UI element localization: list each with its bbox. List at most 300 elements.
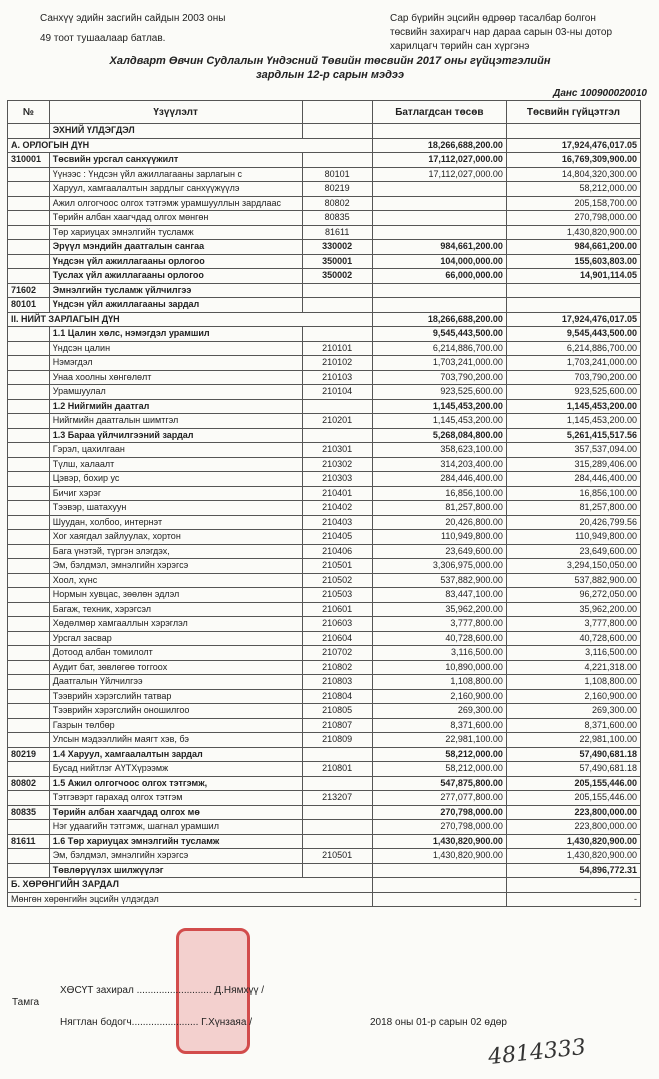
col-header-actual: Төсвийн гүйцэтгэл xyxy=(506,101,640,124)
row-number xyxy=(8,602,50,617)
row-code xyxy=(302,399,372,414)
row-code: 210807 xyxy=(302,718,372,733)
row-approved: 17,112,027,000.00 xyxy=(372,153,506,168)
table-row xyxy=(8,124,641,139)
row-number xyxy=(8,240,50,255)
row-approved: 1,703,241,000.00 xyxy=(372,356,506,371)
row-number xyxy=(8,124,50,139)
row-actual: 9,545,443,500.00 xyxy=(506,327,640,342)
row-approved: 23,649,600.00 xyxy=(372,544,506,559)
row-code: 210804 xyxy=(302,689,372,704)
row-number xyxy=(8,631,50,646)
row-label: Хөдөлмөр хамгааллын хэрэглэл xyxy=(49,617,302,632)
row-actual: 20,426,799.56 xyxy=(506,515,640,530)
table-row xyxy=(8,283,641,298)
row-label: Бусад нийтлэг АҮТХүрээмж xyxy=(49,762,302,777)
table-row xyxy=(8,414,641,429)
row-approved: 35,962,200.00 xyxy=(372,602,506,617)
table-row xyxy=(8,472,641,487)
row-approved: 16,856,100.00 xyxy=(372,486,506,501)
table-row xyxy=(8,457,641,472)
row-code: 210405 xyxy=(302,530,372,545)
table-row xyxy=(8,820,641,835)
row-actual xyxy=(506,298,640,313)
row-label: Төсвийн урсгал санхүүжилт xyxy=(49,153,302,168)
row-section-label: Б. ХӨРӨНГИЙН ЗАРДАЛ xyxy=(8,878,373,893)
row-label: Урамшуулал xyxy=(49,385,302,400)
row-approved: 284,446,400.00 xyxy=(372,472,506,487)
row-actual: 16,856,100.00 xyxy=(506,486,640,501)
row-code: 210406 xyxy=(302,544,372,559)
row-approved: 9,545,443,500.00 xyxy=(372,327,506,342)
row-approved xyxy=(372,225,506,240)
row-number: 80219 xyxy=(8,747,50,762)
row-code xyxy=(302,283,372,298)
row-label: Хог хаягдал зайлуулах, хортон xyxy=(49,530,302,545)
row-code: 210303 xyxy=(302,472,372,487)
row-label: Цэвэр, бохир ус xyxy=(49,472,302,487)
row-number xyxy=(8,443,50,458)
row-number xyxy=(8,486,50,501)
row-label: Тээврийн хэрэгслийн оношилгоо xyxy=(49,704,302,719)
row-label: Тэтгэвэрт гарахад олгох тэтгэм xyxy=(49,791,302,806)
row-actual xyxy=(506,283,640,298)
row-label: Үндсэн үйл ажиллагааны зардал xyxy=(49,298,302,313)
row-approved: 1,108,800.00 xyxy=(372,675,506,690)
row-actual: 1,108,800.00 xyxy=(506,675,640,690)
row-code: 80219 xyxy=(302,182,372,197)
table-header-row xyxy=(8,101,641,124)
row-code: 213207 xyxy=(302,791,372,806)
row-actual: 270,798,000.00 xyxy=(506,211,640,226)
row-code: 210604 xyxy=(302,631,372,646)
row-approved xyxy=(372,892,506,907)
row-approved: 3,777,800.00 xyxy=(372,617,506,632)
table-row xyxy=(8,428,641,443)
table-row xyxy=(8,805,641,820)
table-row xyxy=(8,544,641,559)
row-number xyxy=(8,182,50,197)
row-number xyxy=(8,617,50,632)
row-actual: 269,300.00 xyxy=(506,704,640,719)
row-code: 80802 xyxy=(302,196,372,211)
row-label: Бага үнэтэй, түргэн элэгдэх, xyxy=(49,544,302,559)
row-code: 210502 xyxy=(302,573,372,588)
table-row xyxy=(8,254,641,269)
row-actual: 357,537,094.00 xyxy=(506,443,640,458)
row-label: Төр хариуцах эмнэлгийн тусламж xyxy=(49,225,302,240)
row-approved: 58,212,000.00 xyxy=(372,762,506,777)
row-label: Түлш, халаалт xyxy=(49,457,302,472)
row-actual: 54,896,772.31 xyxy=(506,863,640,878)
row-actual: 284,446,400.00 xyxy=(506,472,640,487)
row-actual: 537,882,900.00 xyxy=(506,573,640,588)
row-actual: 1,145,453,200.00 xyxy=(506,414,640,429)
row-code xyxy=(302,834,372,849)
row-actual: 110,949,800.00 xyxy=(506,530,640,545)
row-label: Гэрэл, цахилгаан xyxy=(49,443,302,458)
row-number: 81611 xyxy=(8,834,50,849)
row-actual: 703,790,200.00 xyxy=(506,370,640,385)
row-actual: 1,703,241,000.00 xyxy=(506,356,640,371)
document-title xyxy=(70,54,590,82)
row-label: Хоол, хүнс xyxy=(49,573,302,588)
row-number xyxy=(8,356,50,371)
row-label: Нэг удаагийн тэтгэмж, шагнал урамшил xyxy=(49,820,302,835)
row-approved: 547,875,800.00 xyxy=(372,776,506,791)
table-row xyxy=(8,791,641,806)
header-left xyxy=(40,12,225,46)
table-row xyxy=(8,863,641,878)
row-approved xyxy=(372,124,506,139)
row-actual: 923,525,600.00 xyxy=(506,385,640,400)
row-approved: 3,116,500.00 xyxy=(372,646,506,661)
table-row xyxy=(8,153,641,168)
row-number xyxy=(8,515,50,530)
row-number xyxy=(8,457,50,472)
row-actual: 17,924,476,017.05 xyxy=(506,312,640,327)
row-number xyxy=(8,225,50,240)
row-code: 210805 xyxy=(302,704,372,719)
table-row xyxy=(8,370,641,385)
row-number: 80802 xyxy=(8,776,50,791)
table-row xyxy=(8,240,641,255)
row-actual: 1,145,453,200.00 xyxy=(506,399,640,414)
table-row xyxy=(8,718,641,733)
row-label: ЭХНИЙ ҮЛДЭГДЭЛ xyxy=(49,124,302,139)
table-row xyxy=(8,646,641,661)
row-approved: 270,798,000.00 xyxy=(372,820,506,835)
row-label: 1.3 Бараа үйлчилгээний зардал xyxy=(49,428,302,443)
row-label: Улсын мэдээллийн маягт хэв, бэ xyxy=(49,733,302,748)
row-number xyxy=(8,559,50,574)
row-actual: 205,158,700.00 xyxy=(506,196,640,211)
account-number: Данс 100900020010 xyxy=(553,88,647,99)
row-approved: 20,426,800.00 xyxy=(372,515,506,530)
row-approved: 270,798,000.00 xyxy=(372,805,506,820)
row-actual: 205,155,446.00 xyxy=(506,776,640,791)
header-right-line3: харилцагч төрийн сан хүргэнэ xyxy=(390,41,530,52)
row-approved: 18,266,688,200.00 xyxy=(372,138,506,153)
row-code xyxy=(302,805,372,820)
row-number: 71602 xyxy=(8,283,50,298)
table-row xyxy=(8,182,641,197)
row-approved xyxy=(372,196,506,211)
row-label: Аудит бат, зөвлөгөө тоггоох xyxy=(49,660,302,675)
header-right-line2: төсвийн захирагч нар дараа сарын 03-ны дотор xyxy=(390,27,613,38)
row-approved xyxy=(372,283,506,298)
row-code: 80835 xyxy=(302,211,372,226)
row-number xyxy=(8,588,50,603)
row-approved: 83,447,100.00 xyxy=(372,588,506,603)
row-number xyxy=(8,863,50,878)
row-code xyxy=(302,124,372,139)
row-code: 210101 xyxy=(302,341,372,356)
table-row xyxy=(8,631,641,646)
row-code: 210801 xyxy=(302,762,372,777)
row-number xyxy=(8,733,50,748)
row-code: 210401 xyxy=(302,486,372,501)
row-actual: 5,261,415,517.56 xyxy=(506,428,640,443)
row-code xyxy=(302,820,372,835)
row-code: 210501 xyxy=(302,559,372,574)
table-row xyxy=(8,878,641,893)
row-label: Эм, бэлдмэл, эмнэлгийн хэрэгсэ xyxy=(49,559,302,574)
row-number xyxy=(8,791,50,806)
row-actual: 96,272,050.00 xyxy=(506,588,640,603)
row-label: Унаа хоолны хөнгөлөлт xyxy=(49,370,302,385)
budget-table xyxy=(7,100,641,907)
row-approved xyxy=(372,863,506,878)
table-row xyxy=(8,660,641,675)
row-actual: 6,214,886,700.00 xyxy=(506,341,640,356)
row-label: Үндсэн үйл ажиллагааны орлогоо xyxy=(49,254,302,269)
row-number xyxy=(8,385,50,400)
row-actual xyxy=(506,878,640,893)
row-code: 210201 xyxy=(302,414,372,429)
table-row xyxy=(8,733,641,748)
row-label: Дотоод албан томилолт xyxy=(49,646,302,661)
row-code: 210503 xyxy=(302,588,372,603)
table-row xyxy=(8,588,641,603)
row-number xyxy=(8,762,50,777)
row-approved: 110,949,800.00 xyxy=(372,530,506,545)
row-approved xyxy=(372,211,506,226)
table-row xyxy=(8,327,641,342)
table-row xyxy=(8,849,641,864)
row-label: Нормын хувцас, зөөлөн эдлэл xyxy=(49,588,302,603)
row-actual: 205,155,446.00 xyxy=(506,791,640,806)
row-number xyxy=(8,428,50,443)
table-row xyxy=(8,269,641,284)
row-code xyxy=(302,327,372,342)
table-row xyxy=(8,762,641,777)
row-code xyxy=(302,428,372,443)
row-approved: 1,430,820,900.00 xyxy=(372,834,506,849)
row-approved: 1,145,453,200.00 xyxy=(372,399,506,414)
row-approved: 6,214,886,700.00 xyxy=(372,341,506,356)
row-code xyxy=(302,747,372,762)
row-label: 1.1 Цалин хөлс, нэмэгдэл урамшил xyxy=(49,327,302,342)
row-actual: 155,603,803.00 xyxy=(506,254,640,269)
row-label: Бичиг хэрэг xyxy=(49,486,302,501)
row-approved: 22,981,100.00 xyxy=(372,733,506,748)
row-approved: 10,890,000.00 xyxy=(372,660,506,675)
row-number xyxy=(8,704,50,719)
header-left-line2: 49 тоот тушаалаар батлав. xyxy=(40,33,166,44)
row-code xyxy=(302,298,372,313)
row-label: 1.2 Нийгмийн даатгал xyxy=(49,399,302,414)
row-label: 1.4 Харуул, хамгаалалтын зардал xyxy=(49,747,302,762)
row-approved: 8,371,600.00 xyxy=(372,718,506,733)
row-actual: 3,116,500.00 xyxy=(506,646,640,661)
header-right-line1: Сар бүрийн эцсийн өдрөөр тасалбар болгон xyxy=(390,13,596,24)
row-label: Эм, бэлдмэл, эмнэлгийн хэрэгсэ xyxy=(49,849,302,864)
row-approved: 58,212,000.00 xyxy=(372,747,506,762)
row-label: Тээвэр, шатахуун xyxy=(49,501,302,516)
row-actual: 16,769,309,900.00 xyxy=(506,153,640,168)
row-actual: 17,924,476,017.05 xyxy=(506,138,640,153)
title-line2: зардлын 12-р сарын мэдээ xyxy=(255,69,405,81)
row-approved: 5,268,084,800.00 xyxy=(372,428,506,443)
row-approved: 1,430,820,900.00 xyxy=(372,849,506,864)
row-label: Туслах үйл ажиллагааны орлогоо xyxy=(49,269,302,284)
row-approved: 17,112,027,000.00 xyxy=(372,167,506,182)
row-label: Төрийн албан хаагчдад олгох мөнгөн xyxy=(49,211,302,226)
row-actual: 315,289,406.00 xyxy=(506,457,640,472)
row-approved xyxy=(372,878,506,893)
row-approved: 314,203,400.00 xyxy=(372,457,506,472)
table-row xyxy=(8,602,641,617)
row-label: Газрын төлбөр xyxy=(49,718,302,733)
row-number: 80101 xyxy=(8,298,50,313)
row-approved: 3,306,975,000.00 xyxy=(372,559,506,574)
row-number xyxy=(8,341,50,356)
row-actual: 57,490,681.18 xyxy=(506,762,640,777)
table-row xyxy=(8,385,641,400)
row-label: Нийгмийн даатгалын шимтгэл xyxy=(49,414,302,429)
row-label: Үндсэн цалин xyxy=(49,341,302,356)
row-label: Төвлөрүүлэх шилжүүлэг xyxy=(49,863,302,878)
row-section-label: А. ОРЛОГЫН ДҮН xyxy=(8,138,373,153)
row-number xyxy=(8,167,50,182)
table-row xyxy=(8,675,641,690)
row-actual: 40,728,600.00 xyxy=(506,631,640,646)
row-label: Эмнэлгийн тусламж үйлчилгээ xyxy=(49,283,302,298)
table-row xyxy=(8,501,641,516)
row-number xyxy=(8,211,50,226)
row-actual: 35,962,200.00 xyxy=(506,602,640,617)
row-approved: 923,525,600.00 xyxy=(372,385,506,400)
row-approved: 81,257,800.00 xyxy=(372,501,506,516)
table-row xyxy=(8,530,641,545)
row-number xyxy=(8,254,50,269)
row-number xyxy=(8,530,50,545)
row-approved: 18,266,688,200.00 xyxy=(372,312,506,327)
row-approved: 269,300.00 xyxy=(372,704,506,719)
row-code: 210302 xyxy=(302,457,372,472)
table-row xyxy=(8,689,641,704)
row-label: Ажил олгогчоос олгох тэтгэмж урамшууллын зардлаас xyxy=(49,196,302,211)
table-row xyxy=(8,704,641,719)
row-code: 210501 xyxy=(302,849,372,864)
row-actual: 14,804,320,300.00 xyxy=(506,167,640,182)
row-label: Тээврийн хэрэгслийн татвар xyxy=(49,689,302,704)
row-code xyxy=(302,153,372,168)
row-code: 210102 xyxy=(302,356,372,371)
row-actual: 3,294,150,050.00 xyxy=(506,559,640,574)
table-row xyxy=(8,443,641,458)
row-actual: 22,981,100.00 xyxy=(506,733,640,748)
table-row xyxy=(8,776,641,791)
row-number xyxy=(8,327,50,342)
row-number xyxy=(8,196,50,211)
row-code xyxy=(302,776,372,791)
row-approved: 537,882,900.00 xyxy=(372,573,506,588)
table-row xyxy=(8,138,641,153)
table-row xyxy=(8,617,641,632)
row-code: 210402 xyxy=(302,501,372,516)
header-right xyxy=(390,12,612,54)
row-approved: 40,728,600.00 xyxy=(372,631,506,646)
row-code: 210104 xyxy=(302,385,372,400)
table-row xyxy=(8,211,641,226)
row-approved: 358,623,100.00 xyxy=(372,443,506,458)
row-code: 210403 xyxy=(302,515,372,530)
row-approved xyxy=(372,182,506,197)
table-row xyxy=(8,486,641,501)
row-label: Харуул, хамгаалалтын зардлыг санхүүжүүлэ xyxy=(49,182,302,197)
table-row xyxy=(8,834,641,849)
row-approved: 1,145,453,200.00 xyxy=(372,414,506,429)
row-actual: 1,430,820,900.00 xyxy=(506,225,640,240)
row-number xyxy=(8,849,50,864)
row-approved: 66,000,000.00 xyxy=(372,269,506,284)
table-row xyxy=(8,747,641,762)
row-number xyxy=(8,269,50,284)
row-approved xyxy=(372,298,506,313)
row-code: 81611 xyxy=(302,225,372,240)
row-code: 210301 xyxy=(302,443,372,458)
row-number: 310001 xyxy=(8,153,50,168)
row-actual: 984,661,200.00 xyxy=(506,240,640,255)
row-code: 210809 xyxy=(302,733,372,748)
table-row xyxy=(8,573,641,588)
row-actual: 3,777,800.00 xyxy=(506,617,640,632)
row-code: 210601 xyxy=(302,602,372,617)
row-actual: 1,430,820,900.00 xyxy=(506,849,640,864)
row-actual: 57,490,681.18 xyxy=(506,747,640,762)
row-number xyxy=(8,718,50,733)
row-code: 350001 xyxy=(302,254,372,269)
row-label: Үүнээс : Үндсэн үйл ажиллагааны зарлагын с xyxy=(49,167,302,182)
table-row xyxy=(8,298,641,313)
table-row xyxy=(8,341,641,356)
row-number xyxy=(8,399,50,414)
col-header-approved: Батлагдсан төсөв xyxy=(372,101,506,124)
row-actual: 223,800,000.00 xyxy=(506,820,640,835)
row-number xyxy=(8,501,50,516)
row-actual: 81,257,800.00 xyxy=(506,501,640,516)
col-header-code xyxy=(302,101,372,124)
row-number xyxy=(8,646,50,661)
row-number xyxy=(8,370,50,385)
row-label: Урсгал засвар xyxy=(49,631,302,646)
row-label: Төрийн албан хаагчдад олгох мө xyxy=(49,805,302,820)
report-date: 2018 оны 01-р сарын 02 өдөр xyxy=(370,1017,507,1028)
table-row xyxy=(8,225,641,240)
row-number xyxy=(8,675,50,690)
table-row xyxy=(8,167,641,182)
title-line1: Халдварт Өвчин Судлалын Үндэсний Төвийн төсвийн 2017 оны гүйцэтгэлийн xyxy=(109,55,551,67)
row-number xyxy=(8,472,50,487)
row-approved: 984,661,200.00 xyxy=(372,240,506,255)
table-row xyxy=(8,892,641,907)
row-number xyxy=(8,544,50,559)
row-code: 210603 xyxy=(302,617,372,632)
row-actual: 14,901,114.05 xyxy=(506,269,640,284)
row-code: 210103 xyxy=(302,370,372,385)
row-actual: 58,212,000.00 xyxy=(506,182,640,197)
row-approved: 104,000,000.00 xyxy=(372,254,506,269)
handwritten-number: 4814333 xyxy=(486,1034,588,1071)
row-label: Шуудан, холбоо, интернэт xyxy=(49,515,302,530)
row-code xyxy=(302,863,372,878)
row-label: 1.5 Ажил олгогчоос олгох тэтгэмж, xyxy=(49,776,302,791)
row-section-label: II. НИЙТ ЗАРЛАГЫН ДҮН xyxy=(8,312,373,327)
row-actual: 1,430,820,900.00 xyxy=(506,834,640,849)
row-number xyxy=(8,689,50,704)
